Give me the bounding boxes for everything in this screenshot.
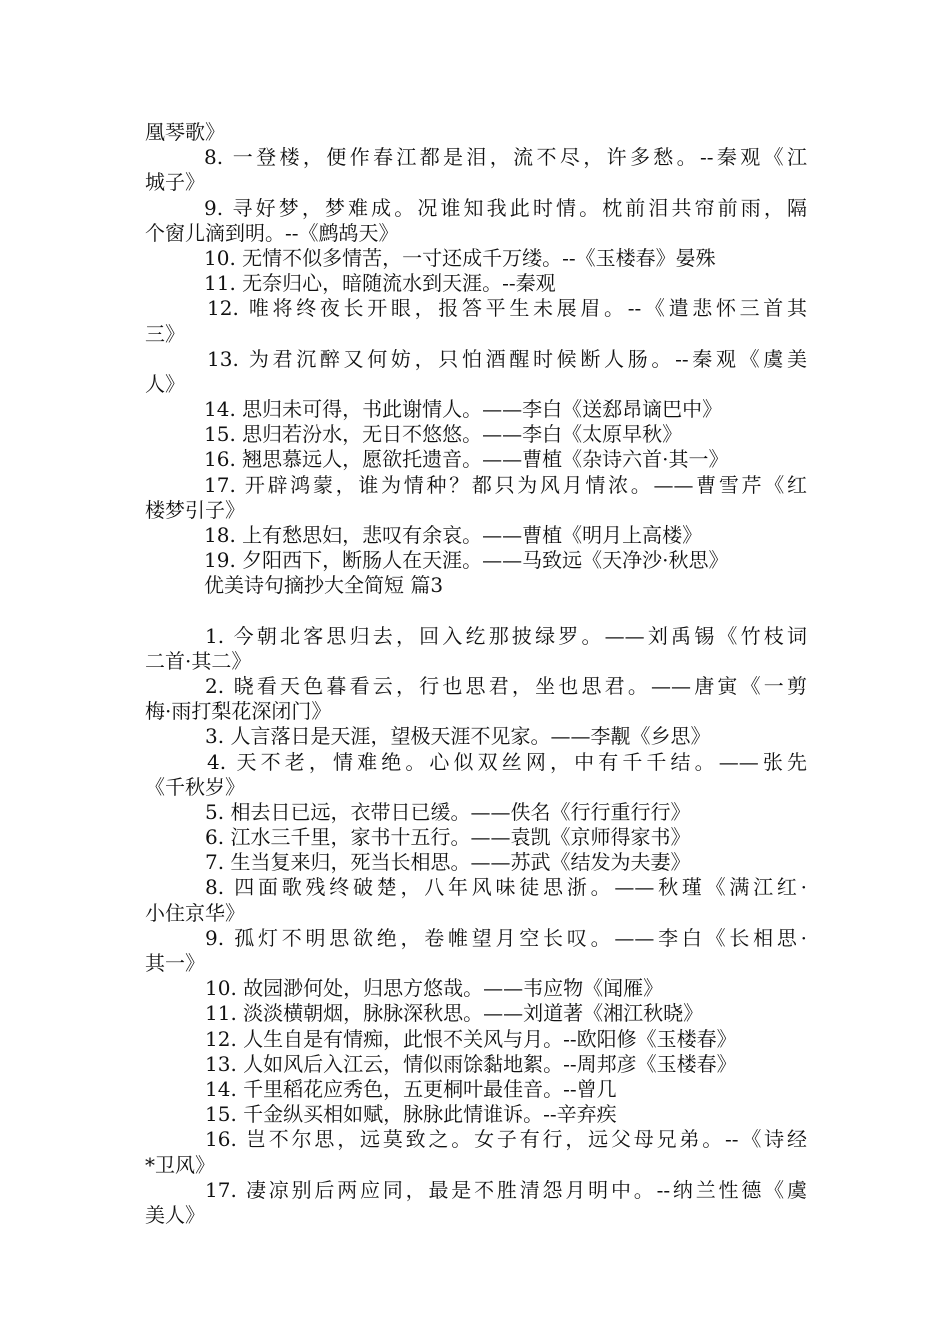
list-item: 11. 淡淡横朝烟，脉脉深秋思。——刘道著《湘江秋晓》 (205, 1001, 704, 1026)
blank-line (145, 599, 807, 624)
list-item: 10. 故园渺何处，归思方悠哉。——韦应物《闻雁》 (205, 976, 664, 1001)
list-item: 2. 晓看天色暮看云，行也思君，坐也思君。——唐寅《一剪 (205, 673, 807, 698)
list-item-continuation: 二首·其二》 (145, 648, 252, 673)
list-item: 13. 为君沉醉又何妨，只怕酒醒时候断人肠。--秦观《虞美 (207, 346, 807, 371)
list-item: 8. 一登楼，便作春江都是泪，流不尽，许多愁。--秦观《江 (204, 145, 807, 170)
list-item: 17. 凄凉别后两应同，最是不胜清怨月明中。--纳兰性德《虞 (205, 1177, 807, 1202)
list-item-continuation: 其一》 (145, 951, 205, 975)
list-item-continuation: 人》 (145, 371, 185, 396)
list-item: 7. 生当复来归，死当长相思。——苏武《结发为夫妻》 (205, 850, 691, 875)
section-heading: 优美诗句摘抄大全简短 篇3 (204, 573, 444, 598)
list-item: 14. 思归未可得，书此谢情人。——李白《送郄昂谪巴中》 (204, 397, 723, 422)
list-item-continuation: *卫风》 (145, 1152, 215, 1177)
list-item: 5. 相去日已远，衣带日已缓。——佚名《行行重行行》 (205, 799, 691, 824)
list-item: 16. 翘思慕远人，愿欲托遗音。——曹植《杂诗六首·其一》 (204, 447, 729, 472)
list-item: 11. 无奈归心，暗随流水到天涯。--秦观 (204, 271, 556, 296)
list-item: 8. 四面歌残终破楚，八年风味徒思浙。——秋瑾《满江红· (205, 875, 807, 900)
list-item: 16. 岂不尔思，远莫致之。女子有行，远父母兄弟。--《诗经 (205, 1127, 807, 1152)
list-item-continuation: 梅·雨打梨花深闭门》 (145, 699, 332, 724)
list-item: 19. 夕阳西下，断肠人在天涯。——马致远《天净沙·秋思》 (204, 548, 729, 573)
list-item: 17. 开辟鸿蒙，谁为情种？都只为风月情浓。——曹雪芹《红 (204, 472, 807, 497)
list-item: 9. 寻好梦，梦难成。况谁知我此时情。枕前泪共帘前雨，隔 (204, 195, 807, 220)
list-item-continuation: 小住京华》 (145, 900, 245, 925)
list-item-continuation: 楼梦引子》 (145, 497, 245, 522)
list-item-continuation: 凰琴歌》 (145, 120, 225, 144)
list-item: 1. 今朝北客思归去，回入纥那披绿罗。——刘禹锡《竹枝词 (205, 623, 807, 648)
list-item: 15. 千金纵买相如赋，脉脉此情谁诉。--辛弃疾 (205, 1102, 617, 1127)
list-item: 14. 千里稻花应秀色，五更桐叶最佳音。--曾几 (205, 1076, 617, 1101)
list-item-continuation: 美人》 (145, 1202, 205, 1227)
list-item-continuation: 三》 (145, 321, 185, 346)
list-item: 10. 无情不似多情苦，一寸还成千万缕。--《玉楼春》晏殊 (204, 245, 716, 270)
list-item-continuation: 《千秋岁》 (145, 774, 245, 799)
poem-list (145, 120, 807, 1228)
list-item-continuation: 城子》 (145, 170, 205, 195)
list-item: 15. 思归若汾水，无日不悠悠。——李白《太原早秋》 (204, 422, 683, 447)
list-item: 6. 江水三千里，家书十五行。——袁凯《京师得家书》 (205, 825, 691, 850)
list-item: 9. 孤灯不明思欲绝，卷帷望月空长叹。——李白《长相思· (205, 925, 807, 950)
list-item-continuation: 个窗儿滴到明。--《鹧鸪天》 (145, 220, 399, 245)
list-item: 13. 人如风后入江云，情似雨馀黏地絮。--周邦彦《玉楼春》 (205, 1051, 737, 1076)
list-item: 3. 人言落日是天涯，望极天涯不见家。——李觏《乡思》 (205, 724, 711, 749)
list-item: 12. 人生自是有情痴，此恨不关风与月。--欧阳修《玉楼春》 (205, 1026, 737, 1051)
list-item: 4. 天不老，情难绝。心似双丝网，中有千千结。——张先 (207, 749, 807, 774)
list-item: 12. 唯将终夜长开眼，报答平生未展眉。--《遣悲怀三首其 (207, 296, 807, 321)
list-item: 18. 上有愁思妇，悲叹有余哀。——曹植《明月上高楼》 (204, 523, 703, 547)
